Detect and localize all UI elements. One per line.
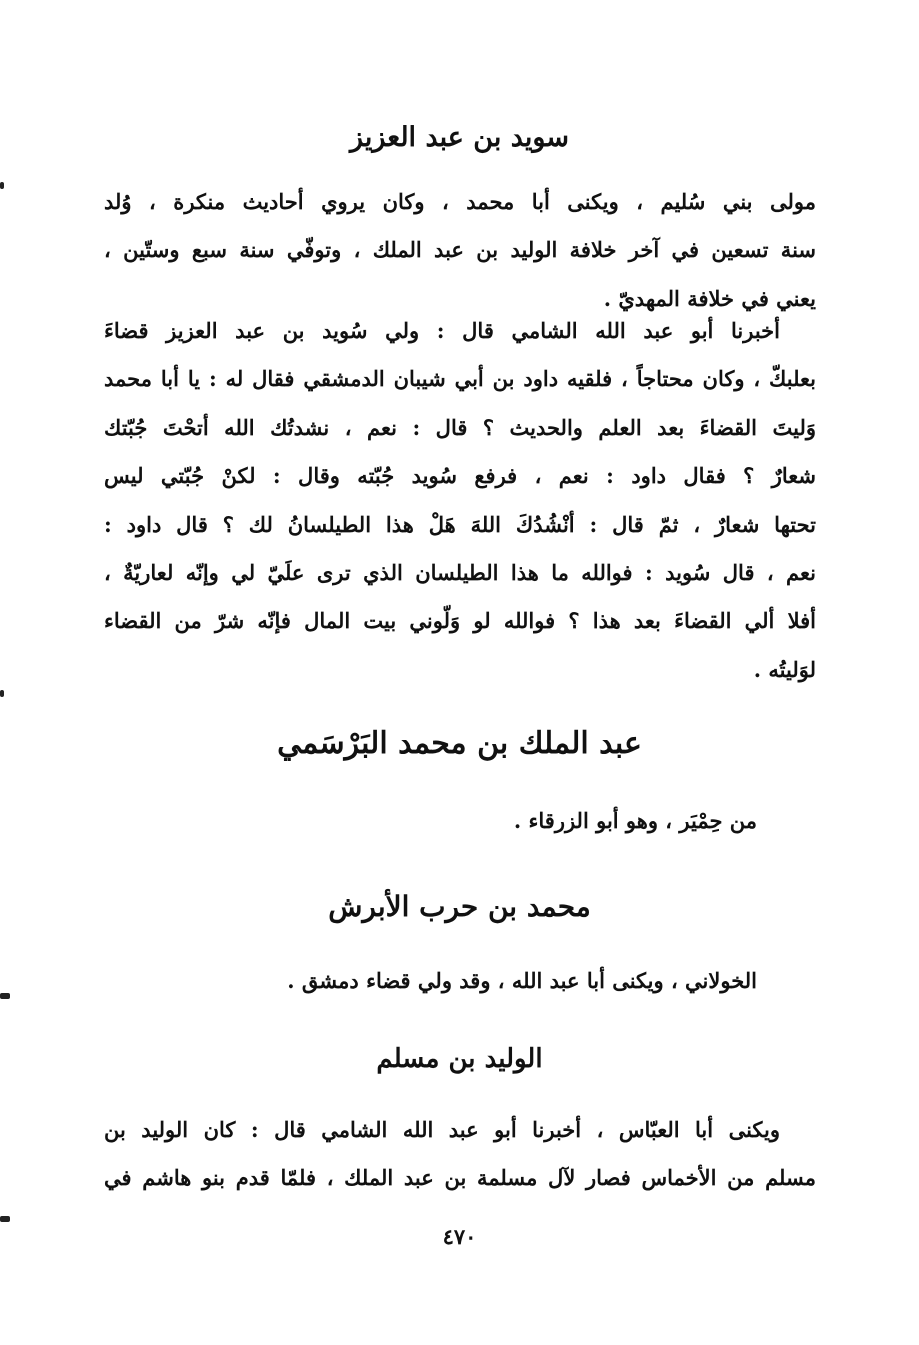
section-heading-al-walid: الوليد بن مسلم: [376, 1044, 543, 1074]
page-number: ٤٧٠: [442, 1224, 477, 1249]
paragraph-suwayd-bio: [104, 178, 816, 323]
scan-mark: [0, 1216, 10, 1222]
paragraph-suwayd-anecdote: [104, 307, 816, 694]
text-line: مسلم من الأخماس فصار لآل مسلمة بن عبد الملك ، فلمّا قدم بنو هاشم في: [104, 1165, 816, 1191]
text-line: أفلا ألي القضاءَ بعد هذا ؟ فوالله لو وَلّوني بيت المال فإنّه شرّ من القضاء: [104, 608, 816, 634]
section-heading-muhammad-ibn-harb: محمد بن حرب الأبرش: [328, 890, 591, 923]
text-line: تحتها شعارٌ ، ثمّ قال : أنْشُدُكَ اللهَ هَلْ هذا الطيلسانُ لك ؟ قال داود :: [104, 511, 816, 537]
section-heading-suwayd: سويد بن عبد العزيز: [349, 122, 570, 153]
text-line: لوَليتُه .: [753, 656, 816, 682]
text-line: ويكنى أبا العبّاس ، أخبرنا أبو عبد الله الشامي قال : كان الوليد بن: [104, 1117, 780, 1142]
text-line: شعارٌ ؟ فقال داود : نعم ، فرفع سُويد جُبّته وقال : لكنْ جُبّتي ليس: [104, 463, 816, 489]
text-line: سنة تسعين في آخر خلافة الوليد بن عبد الملك ، وتوفّي سنة سبع وستّين ،: [104, 237, 816, 263]
paragraph-al-walid: [104, 1106, 816, 1203]
text-line: وَليتَ القضاءَ بعد العلم والحديث ؟ قال : نعم ، نشدتُك الله أتحْتَ جُبّتك: [104, 414, 816, 440]
entry-text-abd-al-malik: من حِمْيَر ، وهو أبو الزرقاء .: [513, 808, 757, 833]
section-heading-abd-al-malik: عبد الملك بن محمد البَرْسَمي: [277, 726, 642, 761]
entry-text-muhammad-ibn-harb: الخولاني ، ويكنى أبا عبد الله ، وقد ولي قضاء دمشق .: [287, 968, 757, 993]
text-line: مولى بني سُليم ، ويكنى أبا محمد ، وكان يروي أحاديث منكرة ، وُلد: [104, 189, 816, 214]
scan-mark: [0, 690, 4, 697]
text-line: بعلبكّ ، وكان محتاجاً ، فلقيه داود بن أبي شيبان الدمشقي فقال له : يا أبا محمد: [104, 366, 816, 392]
scan-mark: [0, 993, 10, 999]
text-line: نعم ، قال سُويد : فوالله ما هذا الطيلسان الذي ترى علَيّ لي وإنّه لعاريّةٌ ،: [104, 560, 816, 586]
scan-mark: [0, 182, 4, 189]
text-line: أخبرنا أبو عبد الله الشامي قال : ولي سُويد بن عبد العزيز قضاءَ: [104, 318, 780, 343]
text-line: يعني في خلافة المهديّ .: [603, 285, 816, 311]
